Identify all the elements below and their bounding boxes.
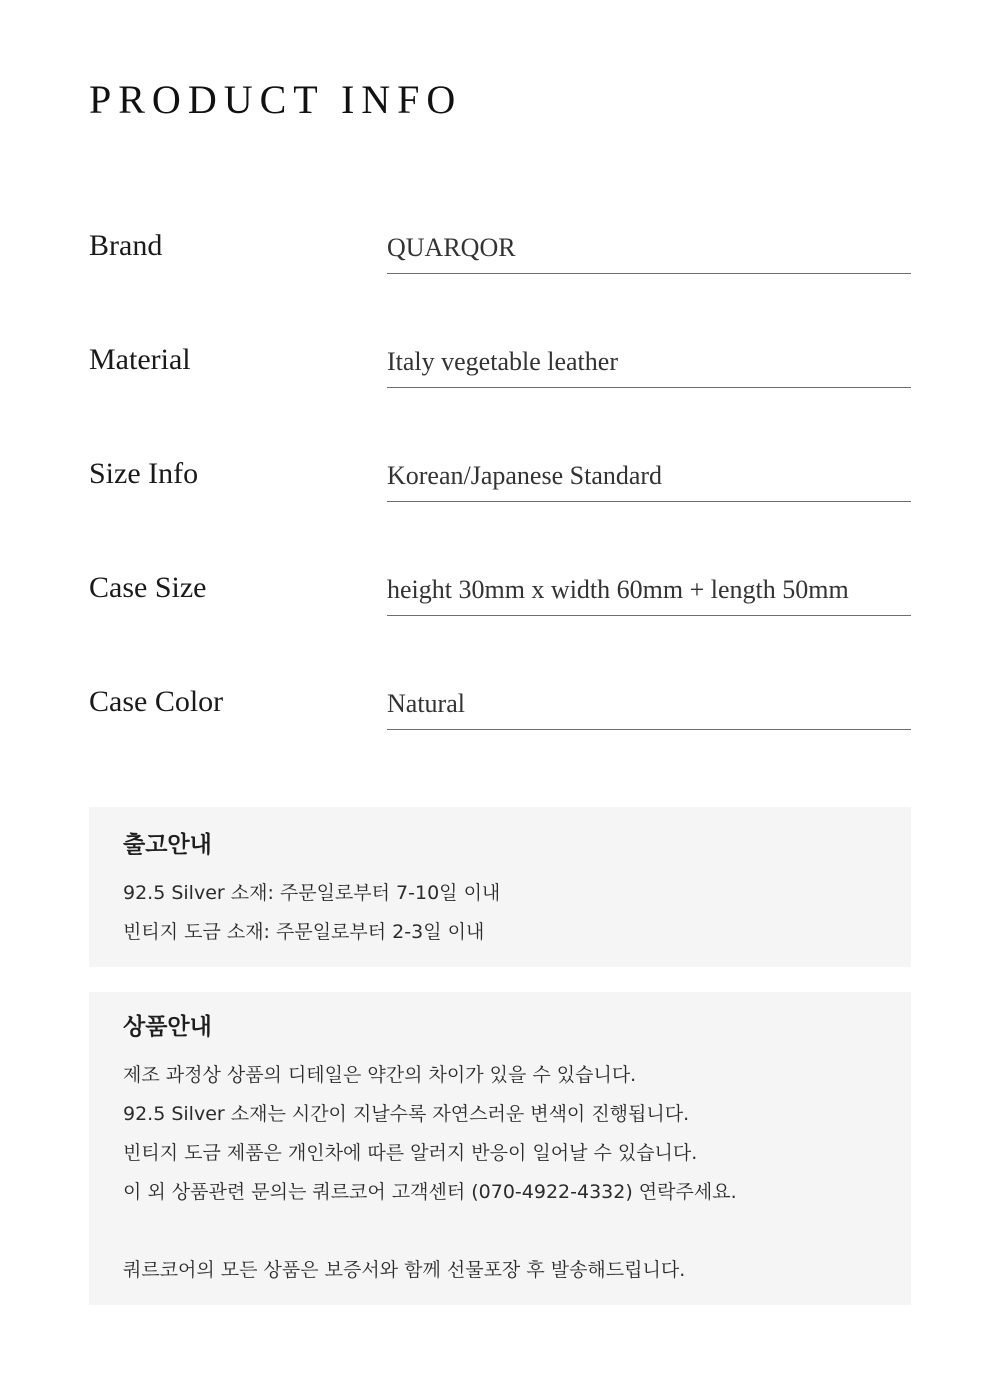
- info-row-case-color: [89, 678, 911, 792]
- info-value-field: [387, 564, 911, 616]
- product-notice-title: 상품안내: [123, 1014, 212, 1040]
- info-label: Case Color: [89, 685, 224, 718]
- info-value: height 30mm x width 60mm + length 50mm: [387, 575, 849, 604]
- notice-line: 92.5 Silver 소재는 시간이 지날수록 자연스러운 변색이 진행됩니다.: [123, 1103, 690, 1125]
- info-row-material: [89, 336, 911, 450]
- notice-spacer: [123, 1212, 911, 1251]
- product-info-table: [89, 222, 911, 792]
- page-title: PRODUCT INFO: [89, 77, 463, 122]
- info-value-field: [387, 222, 911, 274]
- shipping-notice-title: 출고안내: [123, 832, 212, 858]
- info-value: Korean/Japanese Standard: [387, 461, 663, 490]
- shipping-notice-lines: [123, 874, 911, 952]
- info-value: Italy vegetable leather: [387, 347, 618, 376]
- info-value-field: [387, 678, 911, 730]
- info-value: QUARQOR: [387, 233, 516, 262]
- info-value: Natural: [387, 689, 465, 718]
- info-value-field: [387, 450, 911, 502]
- info-row-brand: [89, 222, 911, 336]
- product-notice-lines: [123, 1056, 911, 1290]
- info-label: Material: [89, 343, 191, 376]
- notice-line: 빈티지 도금 제품은 개인차에 따른 알러지 반응이 일어날 수 있습니다.: [123, 1142, 698, 1164]
- info-label: Size Info: [89, 457, 199, 490]
- notice-line: 92.5 Silver 소재: 주문일로부터 7-10일 이내: [123, 882, 501, 904]
- notice-line: 빈티지 도금 소재: 주문일로부터 2-3일 이내: [123, 921, 485, 943]
- info-row-case-size: [89, 564, 911, 678]
- info-row-size-info: [89, 450, 911, 564]
- shipping-notice-box: [89, 807, 911, 967]
- notice-line: 이 외 상품관련 문의는 쿼르코어 고객센터 (070-4922-4332) 연락주세요.: [123, 1181, 737, 1203]
- info-label: Case Size: [89, 571, 207, 604]
- product-notice-box: [89, 992, 911, 1305]
- info-label: Brand: [89, 229, 163, 262]
- notice-line: 쿼르코어의 모든 상품은 보증서와 함께 선물포장 후 발송해드립니다.: [123, 1259, 686, 1281]
- info-value-field: [387, 336, 911, 388]
- notice-line: 제조 과정상 상품의 디테일은 약간의 차이가 있을 수 있습니다.: [123, 1064, 637, 1086]
